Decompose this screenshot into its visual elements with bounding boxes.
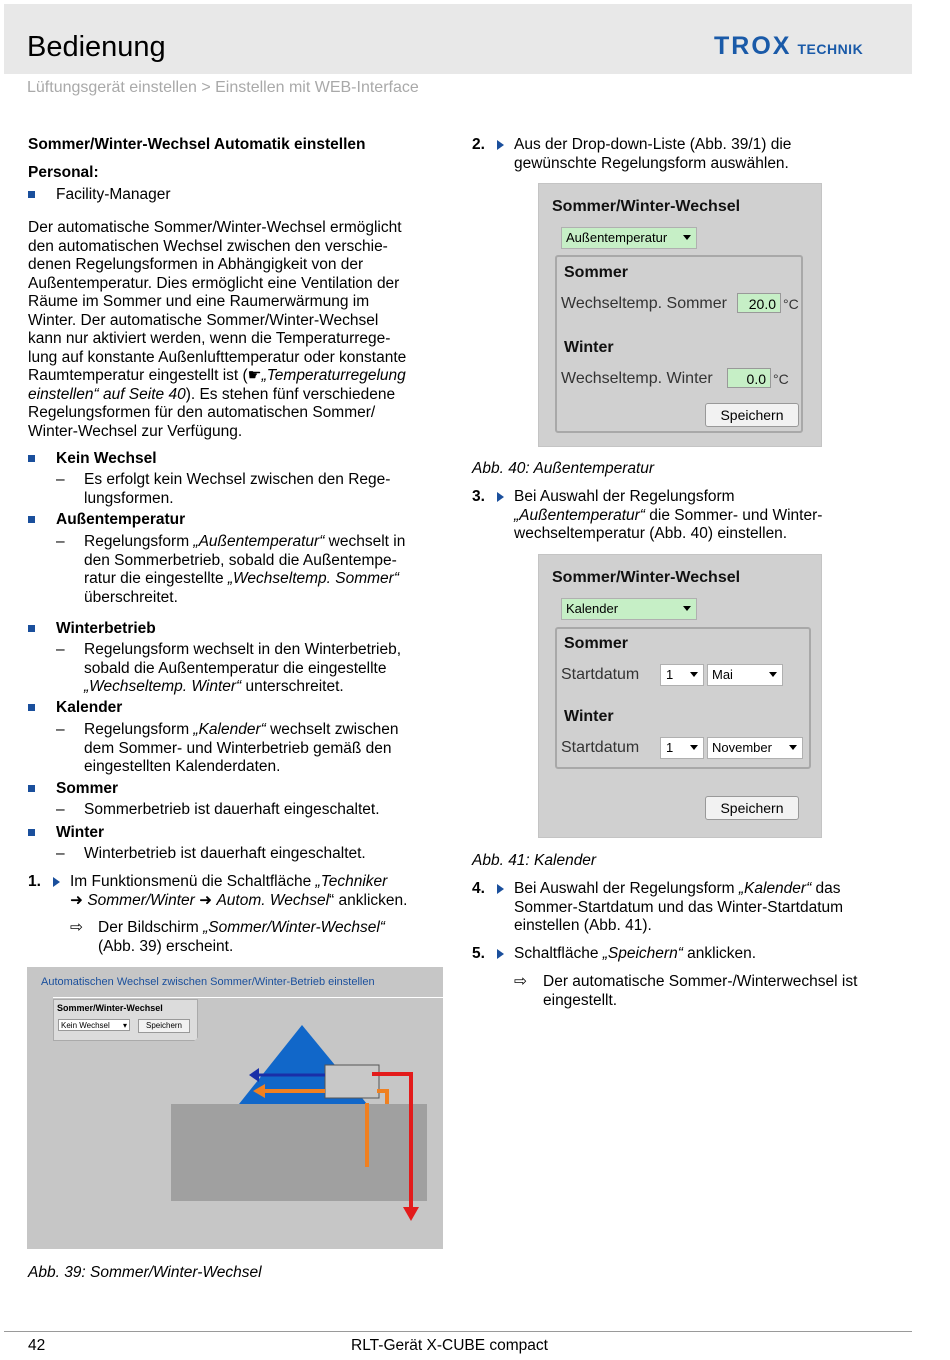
winter-day-select[interactable]: 1 (660, 737, 704, 759)
figure-banner: Automatischen Wechsel zwischen Sommer/Winter-Betrieb einstellen (41, 976, 375, 988)
panel-title: Sommer/Winter-Wechsel (552, 569, 741, 586)
step-arrow-icon (497, 140, 504, 150)
mode-desc: Es erfolgt kein Wechsel zwischen den Rege- lungsformen. (84, 471, 391, 507)
winter-temp-label: Wechseltemp. Winter (561, 370, 713, 387)
bullet-icon (28, 829, 35, 836)
winter-temp-input[interactable]: 0.0 (727, 368, 771, 388)
mode-desc: Regelungsform „Außentemperatur“ wechselt in den Sommerbetrieb, sobald die Außentempe- ratur die eingestellte „Wechseltemp. Sommer“ überschreitet. (84, 533, 406, 606)
trox-logo (714, 32, 863, 61)
section-heading: Sommer/Winter-Wechsel Automatik einstellen (28, 136, 366, 153)
air-handling-unit (325, 1065, 379, 1098)
mode-title: Winterbetrieb (56, 620, 156, 637)
winter-heading: Winter (564, 708, 614, 725)
sommer-month-select[interactable]: Mai (707, 664, 783, 686)
winter-month-select[interactable]: November (707, 737, 803, 759)
step-number: 1. (28, 873, 41, 890)
personal-item: Facility-Manager (56, 186, 171, 203)
arrow-right-icon: ➜ (70, 891, 83, 909)
step-arrow-icon (497, 949, 504, 959)
bullet-icon (28, 785, 35, 792)
panel-title: Sommer/Winter-Wechsel (57, 1003, 163, 1013)
bullet-icon (28, 455, 35, 462)
unit-label: °C (783, 296, 799, 312)
sommer-temp-input[interactable]: 20.0 (737, 293, 781, 313)
mode-desc: Sommerbetrieb ist dauerhaft eingeschaltet. (84, 801, 380, 818)
page-number: 42 (28, 1337, 46, 1354)
ventilation-illustration (27, 967, 443, 1249)
footer-divider (4, 1331, 912, 1332)
step-number: 3. (472, 488, 485, 505)
mode-select[interactable]: Kein Wechsel ▾ (58, 1019, 130, 1031)
mode-title: Winter (56, 824, 105, 841)
link-icon: ☛ (247, 367, 262, 384)
save-button[interactable]: Speichern (705, 403, 799, 427)
bullet-icon (28, 191, 35, 198)
figure-40-caption: Abb. 40: Außentemperatur (472, 460, 655, 477)
panel-title: Sommer/Winter-Wechsel (552, 198, 741, 215)
chevron-down-icon (683, 235, 691, 240)
cross-reference-link-2[interactable]: einstellen“ auf Seite 40 (28, 385, 186, 403)
save-button[interactable]: Speichern (705, 796, 799, 820)
intro-paragraph: Der automatische Sommer/Winter-Wechsel ermöglicht den automatischen Wechsel zwischen den verschie- denen Regelungsformen in Abhängigkeit von der Außentemperatur. Dies ermöglicht eine Ventilation der Räume im Sommer und eine Raumerwärmung im Winter. Der automatische Sommer/Winter-Wechsel kann nur aktiviert werden, wenn die Temperaturrege- lung auf konstante Außenlufttemperatur oder konstante Raumtemperatur eingestellt ist (☛„Temperaturregelung einstellen“ auf Seite 40). Es stehen fünf verschiedene Regelungsformen für den automatischen Sommer/ Winter-Wechsel zur Verfügung. (28, 219, 407, 440)
step-number: 5. (472, 945, 485, 962)
step-arrow-icon (497, 492, 504, 502)
sommer-start-label: Startdatum (561, 666, 640, 683)
bullet-icon (28, 625, 35, 632)
sommer-day-select[interactable]: 1 (660, 664, 704, 686)
winter-heading: Winter (564, 339, 614, 356)
figure-41 (538, 554, 822, 838)
chevron-down-icon (690, 745, 698, 750)
figure-39-caption: Abb. 39: Sommer/Winter-Wechsel (28, 1264, 262, 1281)
sommer-heading: Sommer (564, 264, 629, 281)
figure-39 (27, 967, 443, 1249)
arrow-right-icon: ➜ (199, 891, 213, 909)
result-1-text: Der Bildschirm „Sommer/Winter-Wechsel“ (Abb. 39) erscheint. (98, 919, 385, 955)
result-arrow-icon: ⇨ (70, 919, 83, 936)
mode-title: Kalender (56, 699, 123, 716)
step-arrow-icon (53, 877, 60, 887)
chevron-down-icon (683, 606, 691, 611)
mode-title: Sommer (56, 780, 119, 797)
step-3-text: Bei Auswahl der Regelungsform „Außentemperatur“ die Sommer- und Winter- wechseltemperatur (Abb. 40) einstellen. (514, 488, 823, 542)
page-title: Bedienung (27, 31, 166, 63)
mode-select[interactable]: Kalender (561, 598, 697, 620)
logo-sub: TECHNIK (797, 41, 864, 57)
building-body (171, 1104, 427, 1201)
winter-start-label: Startdatum (561, 739, 640, 756)
chevron-down-icon: ▾ (122, 1021, 127, 1030)
step-number: 2. (472, 136, 485, 153)
figure-40 (538, 183, 822, 447)
sommer-heading: Sommer (564, 635, 629, 652)
personal-label: Personal: (28, 164, 99, 181)
step-4-text: Bei Auswahl der Regelungsform „Kalender“ das Sommer-Startdatum und das Winter-Startdatum einstellen (Abb. 41). (514, 880, 844, 934)
document-title: RLT-Gerät X-CUBE compact (351, 1337, 548, 1354)
mode-title: Außentemperatur (56, 511, 186, 528)
mode-select[interactable]: Außentemperatur (561, 227, 697, 249)
mode-desc: Regelungsform „Kalender“ wechselt zwischen dem Sommer- und Winterbetrieb gemäß den eingestellten Kalenderdaten. (84, 721, 399, 775)
step-5-text: Schaltfläche „Speichern“ anklicken. (514, 945, 757, 962)
unit-label: °C (773, 371, 789, 387)
mode-desc: Winterbetrieb ist dauerhaft eingeschaltet. (84, 845, 366, 862)
result-arrow-icon: ⇨ (514, 973, 527, 990)
step-2-text: Aus der Drop-down-Liste (Abb. 39/1) die gewünschte Regelungsform auswählen. (514, 136, 792, 172)
figure-41-caption: Abb. 41: Kalender (472, 852, 597, 869)
mode-desc: Regelungsform wechselt in den Winterbetrieb, sobald die Außentemperatur die eingestellte „Wechseltemp. Winter“ unterschreitet. (84, 641, 402, 695)
save-button[interactable]: Speichern (138, 1019, 190, 1033)
step-1-text: Im Funktionsmenü die Schaltfläche „Techniker ➜ Sommer/Winter ➜ Autom. Wechsel“ anklicken. (70, 873, 408, 909)
cross-reference-link[interactable]: „Temperaturregelung (261, 367, 406, 384)
bullet-icon (28, 704, 35, 711)
result-5-text: Der automatische Sommer-/Winterwechsel ist eingestellt. (543, 973, 858, 1009)
mode-title: Kein Wechsel (56, 450, 157, 467)
logo-main: TROX (714, 32, 792, 60)
step-number: 4. (472, 880, 485, 897)
chevron-down-icon (690, 672, 698, 677)
chevron-down-icon (769, 672, 777, 677)
sommer-temp-label: Wechseltemp. Sommer (561, 295, 727, 312)
breadcrumb: Lüftungsgerät einstellen > Einstellen mit WEB-Interface (27, 79, 419, 96)
step-arrow-icon (497, 884, 504, 894)
chevron-down-icon (789, 745, 797, 750)
bullet-icon (28, 516, 35, 523)
